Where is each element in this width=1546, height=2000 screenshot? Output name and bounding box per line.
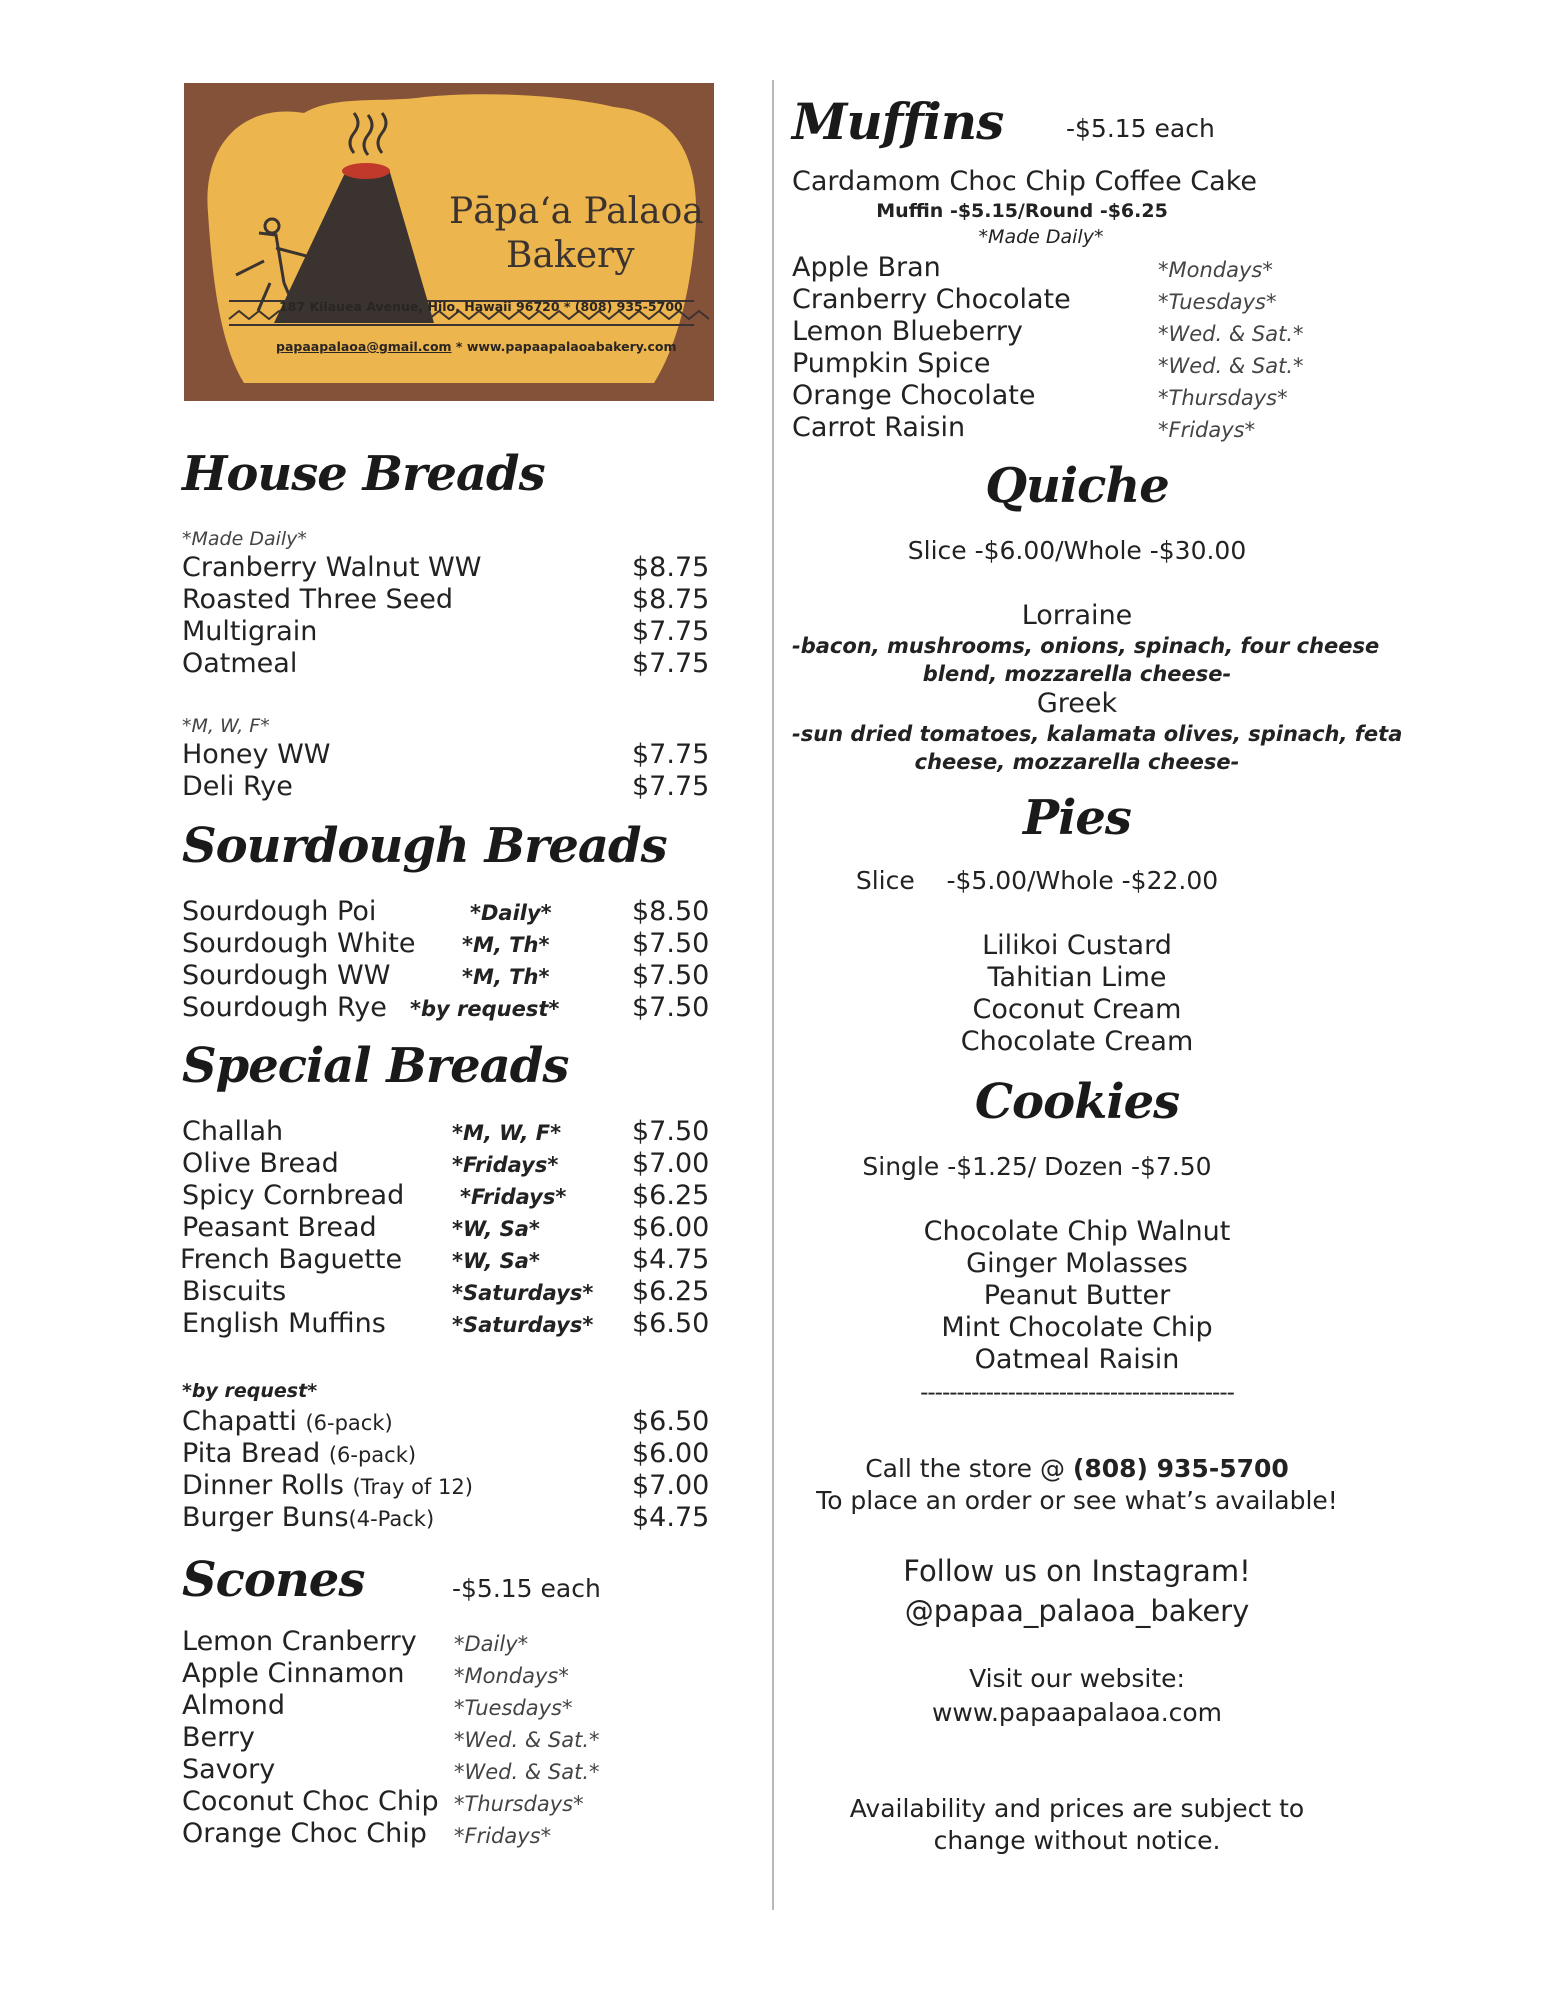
quiche-lorraine-desc: -bacon, mushrooms, onions, spinach, four cheese — [792, 634, 1380, 658]
menu-item-price: $4.75 — [632, 1244, 710, 1275]
menu-item-name: French Baguette — [180, 1244, 403, 1275]
menu-item-day: *Saturdays* — [452, 1281, 594, 1305]
call-store-prefix: Call the store @ — [865, 1454, 1073, 1483]
menu-item-day: *by request* — [410, 997, 560, 1021]
menu-item-price: $7.50 — [632, 1116, 710, 1147]
menu-item-day: *Mondays* — [1158, 258, 1273, 282]
menu-item-name: Olive Bread — [182, 1148, 339, 1179]
menu-item-name — [182, 1438, 416, 1471]
house-breads-note: *Made Daily* — [182, 528, 307, 550]
menu-item-name: Pumpkin Spice — [792, 348, 991, 379]
pies-title: Pies — [1023, 790, 1131, 846]
menu-item-day: *Thursdays* — [1158, 386, 1288, 410]
cookies-title: Cookies — [974, 1074, 1180, 1130]
quiche-greek: Greek — [1036, 688, 1118, 719]
menu-item-name — [182, 1470, 473, 1503]
menu-item-name: Berry — [182, 1722, 255, 1753]
menu-item-day: *W, Sa* — [452, 1249, 540, 1273]
logo-contact — [276, 339, 677, 354]
call-store-line — [792, 1454, 1362, 1483]
menu-item-price: $7.50 — [632, 992, 710, 1023]
menu-item-name: Orange Choc Chip — [182, 1818, 427, 1849]
menu-item-name: Biscuits — [182, 1276, 287, 1307]
disclaimer: Availability and prices are subject to — [849, 1794, 1305, 1823]
menu-item-name: Spicy Cornbread — [182, 1180, 405, 1211]
menu-item-price: $7.75 — [632, 739, 710, 770]
quiche-lorraine-desc-2: blend, mozzarella cheese- — [922, 662, 1232, 686]
menu-item-name: Lemon Blueberry — [792, 316, 1023, 347]
cookie-item: Ginger Molasses — [966, 1248, 1188, 1279]
quiche-title: Quiche — [985, 458, 1169, 514]
special-breads-title: Special Breads — [182, 1038, 569, 1094]
quiche-lorraine: Lorraine — [1021, 600, 1133, 631]
muffins-price: -$5.15 each — [1066, 114, 1215, 143]
menu-item-name — [182, 1406, 393, 1439]
menu-item-price: $7.00 — [632, 1470, 710, 1501]
menu-item-price: $6.50 — [632, 1308, 710, 1339]
menu-item-qty: (4-Pack) — [348, 1507, 435, 1531]
instagram-handle[interactable]: @papaa_palaoa_bakery — [904, 1594, 1250, 1628]
menu-item-label: Pita Bread — [182, 1438, 321, 1469]
cookies-price: Single -$1.25/ Dozen -$7.50 — [862, 1152, 1212, 1181]
quiche-greek-desc: -sun dried tomatoes, kalamata olives, spinach, feta — [792, 722, 1403, 746]
store-phone[interactable]: (808) 935-5700 — [1072, 1454, 1289, 1483]
menu-item-price: $6.00 — [632, 1212, 710, 1243]
house-breads-title: House Breads — [182, 446, 545, 502]
muffins-title: Muffins — [792, 92, 1004, 151]
menu-item-day: *Wed. & Sat.* — [454, 1728, 600, 1752]
menu-item-name: Oatmeal — [182, 648, 298, 679]
menu-item-day: *Wed. & Sat.* — [454, 1760, 600, 1784]
logo-contact-separator: * — [451, 339, 467, 354]
featured-muffin-note: *Made Daily* — [978, 226, 1104, 248]
menu-item-day: *Mondays* — [454, 1664, 569, 1688]
menu-item-day: *Tuesdays* — [454, 1696, 573, 1720]
menu-item-name: Honey WW — [182, 739, 331, 770]
menu-item-name: English Muffins — [182, 1308, 386, 1339]
menu-item-price: $6.25 — [632, 1180, 710, 1211]
website-link[interactable]: www.papaapalaoa.com — [931, 1698, 1223, 1727]
by-request-note: *by request* — [182, 1380, 318, 1402]
quiche-greek-desc-2: cheese, mozzarella cheese- — [914, 750, 1240, 774]
cookie-item: Mint Chocolate Chip — [941, 1312, 1213, 1343]
section-separator: ------------------------------------------- — [920, 1380, 1234, 1406]
pie-item: Chocolate Cream — [960, 1026, 1194, 1057]
menu-item-qty: (6-pack) — [328, 1443, 417, 1467]
menu-item-label: Dinner Rolls — [182, 1470, 344, 1501]
visit-website-label: Visit our website: — [969, 1664, 1185, 1693]
cookie-item: Oatmeal Raisin — [974, 1344, 1180, 1375]
menu-item-price: $7.75 — [632, 616, 710, 647]
menu-item-price: $7.75 — [632, 648, 710, 679]
menu-item-name: Roasted Three Seed — [182, 584, 454, 615]
menu-item-name: Lemon Cranberry — [182, 1626, 417, 1657]
menu-item-price: $8.50 — [632, 896, 710, 927]
menu-item-name: Deli Rye — [182, 771, 293, 802]
menu-item-price: $6.50 — [632, 1406, 710, 1437]
featured-muffin-name: Cardamom Choc Chip Coffee Cake — [792, 166, 1257, 197]
bakery-name: Pāpa‘a Palaoa — [449, 191, 704, 232]
logo-email[interactable]: papaapalaoa@gmail.com — [276, 339, 452, 354]
menu-item-name: Almond — [182, 1690, 286, 1721]
cookie-item: Peanut Butter — [983, 1280, 1171, 1311]
house-breads-days-note: *M, W, F* — [182, 715, 270, 737]
pie-item: Coconut Cream — [972, 994, 1182, 1025]
menu-item-day: *Fridays* — [452, 1153, 559, 1177]
menu-item-price: $7.50 — [632, 928, 710, 959]
menu-item-day: *W, Sa* — [452, 1217, 540, 1241]
menu-item-name: Cranberry Walnut WW — [182, 552, 482, 583]
menu-item-price: $7.00 — [632, 1148, 710, 1179]
menu-item-name: Peasant Bread — [182, 1212, 377, 1243]
menu-item-price: $7.50 — [632, 960, 710, 991]
menu-item-name: Cranberry Chocolate — [792, 284, 1071, 315]
menu-item-price: $8.75 — [632, 584, 710, 615]
sourdough-breads-title: Sourdough Breads — [182, 818, 667, 874]
menu-item-price: $8.75 — [632, 552, 710, 583]
menu-item-day: *Fridays* — [454, 1824, 552, 1848]
menu-item-price: $7.75 — [632, 771, 710, 802]
column-divider — [772, 80, 774, 1910]
menu-item-name: Sourdough Poi — [182, 896, 377, 927]
menu-item-day: *Daily* — [454, 1632, 529, 1656]
menu-item-day: *Thursdays* — [454, 1792, 584, 1816]
logo-website[interactable]: www.papaapalaoabakery.com — [466, 339, 677, 354]
bakery-logo — [184, 83, 714, 401]
menu-item-day: *M, W, F* — [452, 1121, 562, 1145]
menu-item-name: Multigrain — [182, 616, 318, 647]
menu-item-name — [182, 1502, 434, 1535]
menu-item-name: Sourdough WW — [182, 960, 391, 991]
scones-title: Scones — [182, 1552, 365, 1608]
scones-price: -$5.15 each — [452, 1574, 601, 1603]
menu-item-name: Apple Cinnamon — [182, 1658, 405, 1689]
menu-item-name: Apple Bran — [792, 252, 941, 283]
menu-item-day: *Fridays* — [1158, 418, 1256, 442]
menu-item-day: *Fridays* — [460, 1185, 567, 1209]
menu-item-day: *Tuesdays* — [1158, 290, 1277, 314]
menu-item-name: Carrot Raisin — [792, 412, 966, 443]
menu-item-name: Sourdough Rye — [182, 992, 387, 1023]
menu-item-label: Burger Buns — [182, 1502, 349, 1533]
menu-item-day: *Daily* — [470, 901, 552, 925]
menu-item-name: Challah — [182, 1116, 284, 1147]
menu-item-qty: (6-pack) — [305, 1411, 393, 1435]
menu-item-day: *Saturdays* — [452, 1313, 594, 1337]
quiche-price: Slice -$6.00/Whole -$30.00 — [907, 536, 1247, 565]
featured-muffin-price: Muffin -$5.15/Round -$6.25 — [876, 200, 1168, 222]
menu-item-name: Sourdough White — [182, 928, 416, 959]
menu-item-day: *Wed. & Sat.* — [1158, 322, 1304, 346]
menu-item-name: Orange Chocolate — [792, 380, 1036, 411]
cookie-item: Chocolate Chip Walnut — [923, 1216, 1231, 1247]
menu-item-qty: (Tray of 12) — [352, 1475, 473, 1499]
pie-item: Lilikoi Custard — [982, 930, 1172, 961]
bakery-name-line2: Bakery — [506, 235, 635, 276]
pies-price: Slice -$5.00/Whole -$22.00 — [855, 866, 1219, 895]
logo-address: 187 Kilauea Avenue, Hilo, Hawaii 96720 * (808) 935-5700 — [279, 299, 683, 314]
instagram-follow: Follow us on Instagram! — [903, 1554, 1251, 1588]
menu-item-price: $4.75 — [632, 1502, 710, 1533]
menu-item-day: *M, Th* — [462, 965, 550, 989]
menu-item-name: Savory — [182, 1754, 276, 1785]
menu-item-price: $6.00 — [632, 1438, 710, 1469]
order-line: To place an order or see what’s available! — [816, 1486, 1338, 1515]
menu-item-day: *M, Th* — [462, 933, 550, 957]
menu-item-day: *Wed. & Sat.* — [1158, 354, 1304, 378]
disclaimer-line-2: change without notice. — [933, 1826, 1221, 1855]
menu-item-price: $6.25 — [632, 1276, 710, 1307]
pie-item: Tahitian Lime — [987, 962, 1167, 993]
menu-item-name: Coconut Choc Chip — [182, 1786, 439, 1817]
menu-item-label: Chapatti — [182, 1406, 297, 1437]
